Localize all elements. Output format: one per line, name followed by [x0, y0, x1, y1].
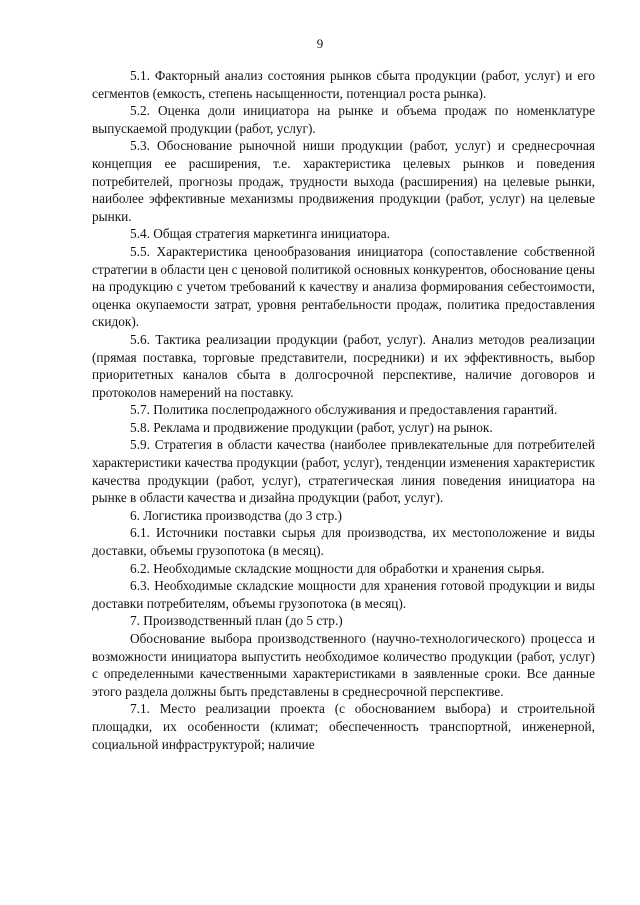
- paragraph-6-1: 6.1. Источники поставки сырья для производства, их местоположение и виды доставки, объемы грузопотока (в месяц).: [92, 525, 595, 559]
- paragraph-5-3: 5.3. Обоснование рыночной ниши продукции (работ, услуг) и среднесрочная концепция ее расширения, т.е. характеристика целевых рынков и поведения потребителей, прогнозы продаж, трудности выхода (расширения) на целевые рынки, наиболее эффективные механизмы продвижения продукции (работ, услуг) на целевые рынки.: [92, 138, 595, 224]
- paragraph-5-9: 5.9. Стратегия в области качества (наиболее привлекательные для потребителей характеристики качества продукции (работ, услуг), тенденции изменения характеристик качества продукции (работ, услуг), стратегическая линия поведения инициатора на рынке в области качества и дизайна продукции (работ, услуг).: [92, 437, 595, 506]
- paragraph-7-1: 7.1. Место реализации проекта (с обоснованием выбора) и строительной площадки, их особенности (климат; обеспеченность транспортной, инженерной, социальной инфраструктурой; наличие: [92, 701, 595, 752]
- document-body: [92, 67, 595, 753]
- paragraph-5-4: 5.4. Общая стратегия маркетинга инициатора.: [130, 226, 390, 242]
- paragraph-5-8: 5.8. Реклама и продвижение продукции (работ, услуг) на рынок.: [130, 419, 493, 435]
- paragraph-5-7: 5.7. Политика послепродажного обслуживания и предоставления гарантий.: [130, 402, 558, 418]
- paragraph-7-intro: Обоснование выбора производственного (научно-технологического) процесса и возможности инициатора выпустить необходимое количество продукции (работ, услуг) с определенными качественными характеристиками в заявленные сроки. Все данные этого раздела должны быть представлены в среднесрочной перспективе.: [92, 631, 595, 699]
- paragraph-5-1: 5.1. Факторный анализ состояния рынков сбыта продукции (работ, услуг) и его сегментов (емкость, степень насыщенности, потенциал роста рынка).: [92, 68, 595, 101]
- paragraph-5-2: 5.2. Оценка доли инициатора на рынке и объема продаж по номенклатуре выпускаемой продукции (работ, услуг).: [92, 103, 595, 136]
- section-heading-7: 7. Производственный план (до 5 стр.): [130, 613, 343, 629]
- section-heading-6: 6. Логистика производства (до 3 стр.): [130, 507, 342, 523]
- paragraph-6-2: 6.2. Необходимые складские мощности для обработки и хранения сырья.: [130, 560, 545, 576]
- paragraph-5-6: 5.6. Тактика реализации продукции (работ, услуг). Анализ методов реализации (прямая поставка, торговые представители, посредники) и их эффективность, выбор приоритетных каналов сбыта в долгосрочной перспективе, наличие договоров и протоколов намерений на поставку.: [92, 331, 595, 400]
- paragraph-5-5: 5.5. Характеристика ценообразования инициатора (сопоставление собственной стратегии в области цен с ценовой политикой основных конкурентов, обоснование цены на продукцию с учетом требований к качеству и анализа формирования себестоимости, оценка окупаемости затрат, уровня рентабельности продаж, политика предоставления скидок).: [92, 243, 595, 330]
- paragraph-6-3: 6.3. Необходимые складские мощности для хранения готовой продукции и виды доставки потребителям, объемы грузопотока (в месяц).: [92, 578, 595, 611]
- page-number: 9: [316, 36, 324, 51]
